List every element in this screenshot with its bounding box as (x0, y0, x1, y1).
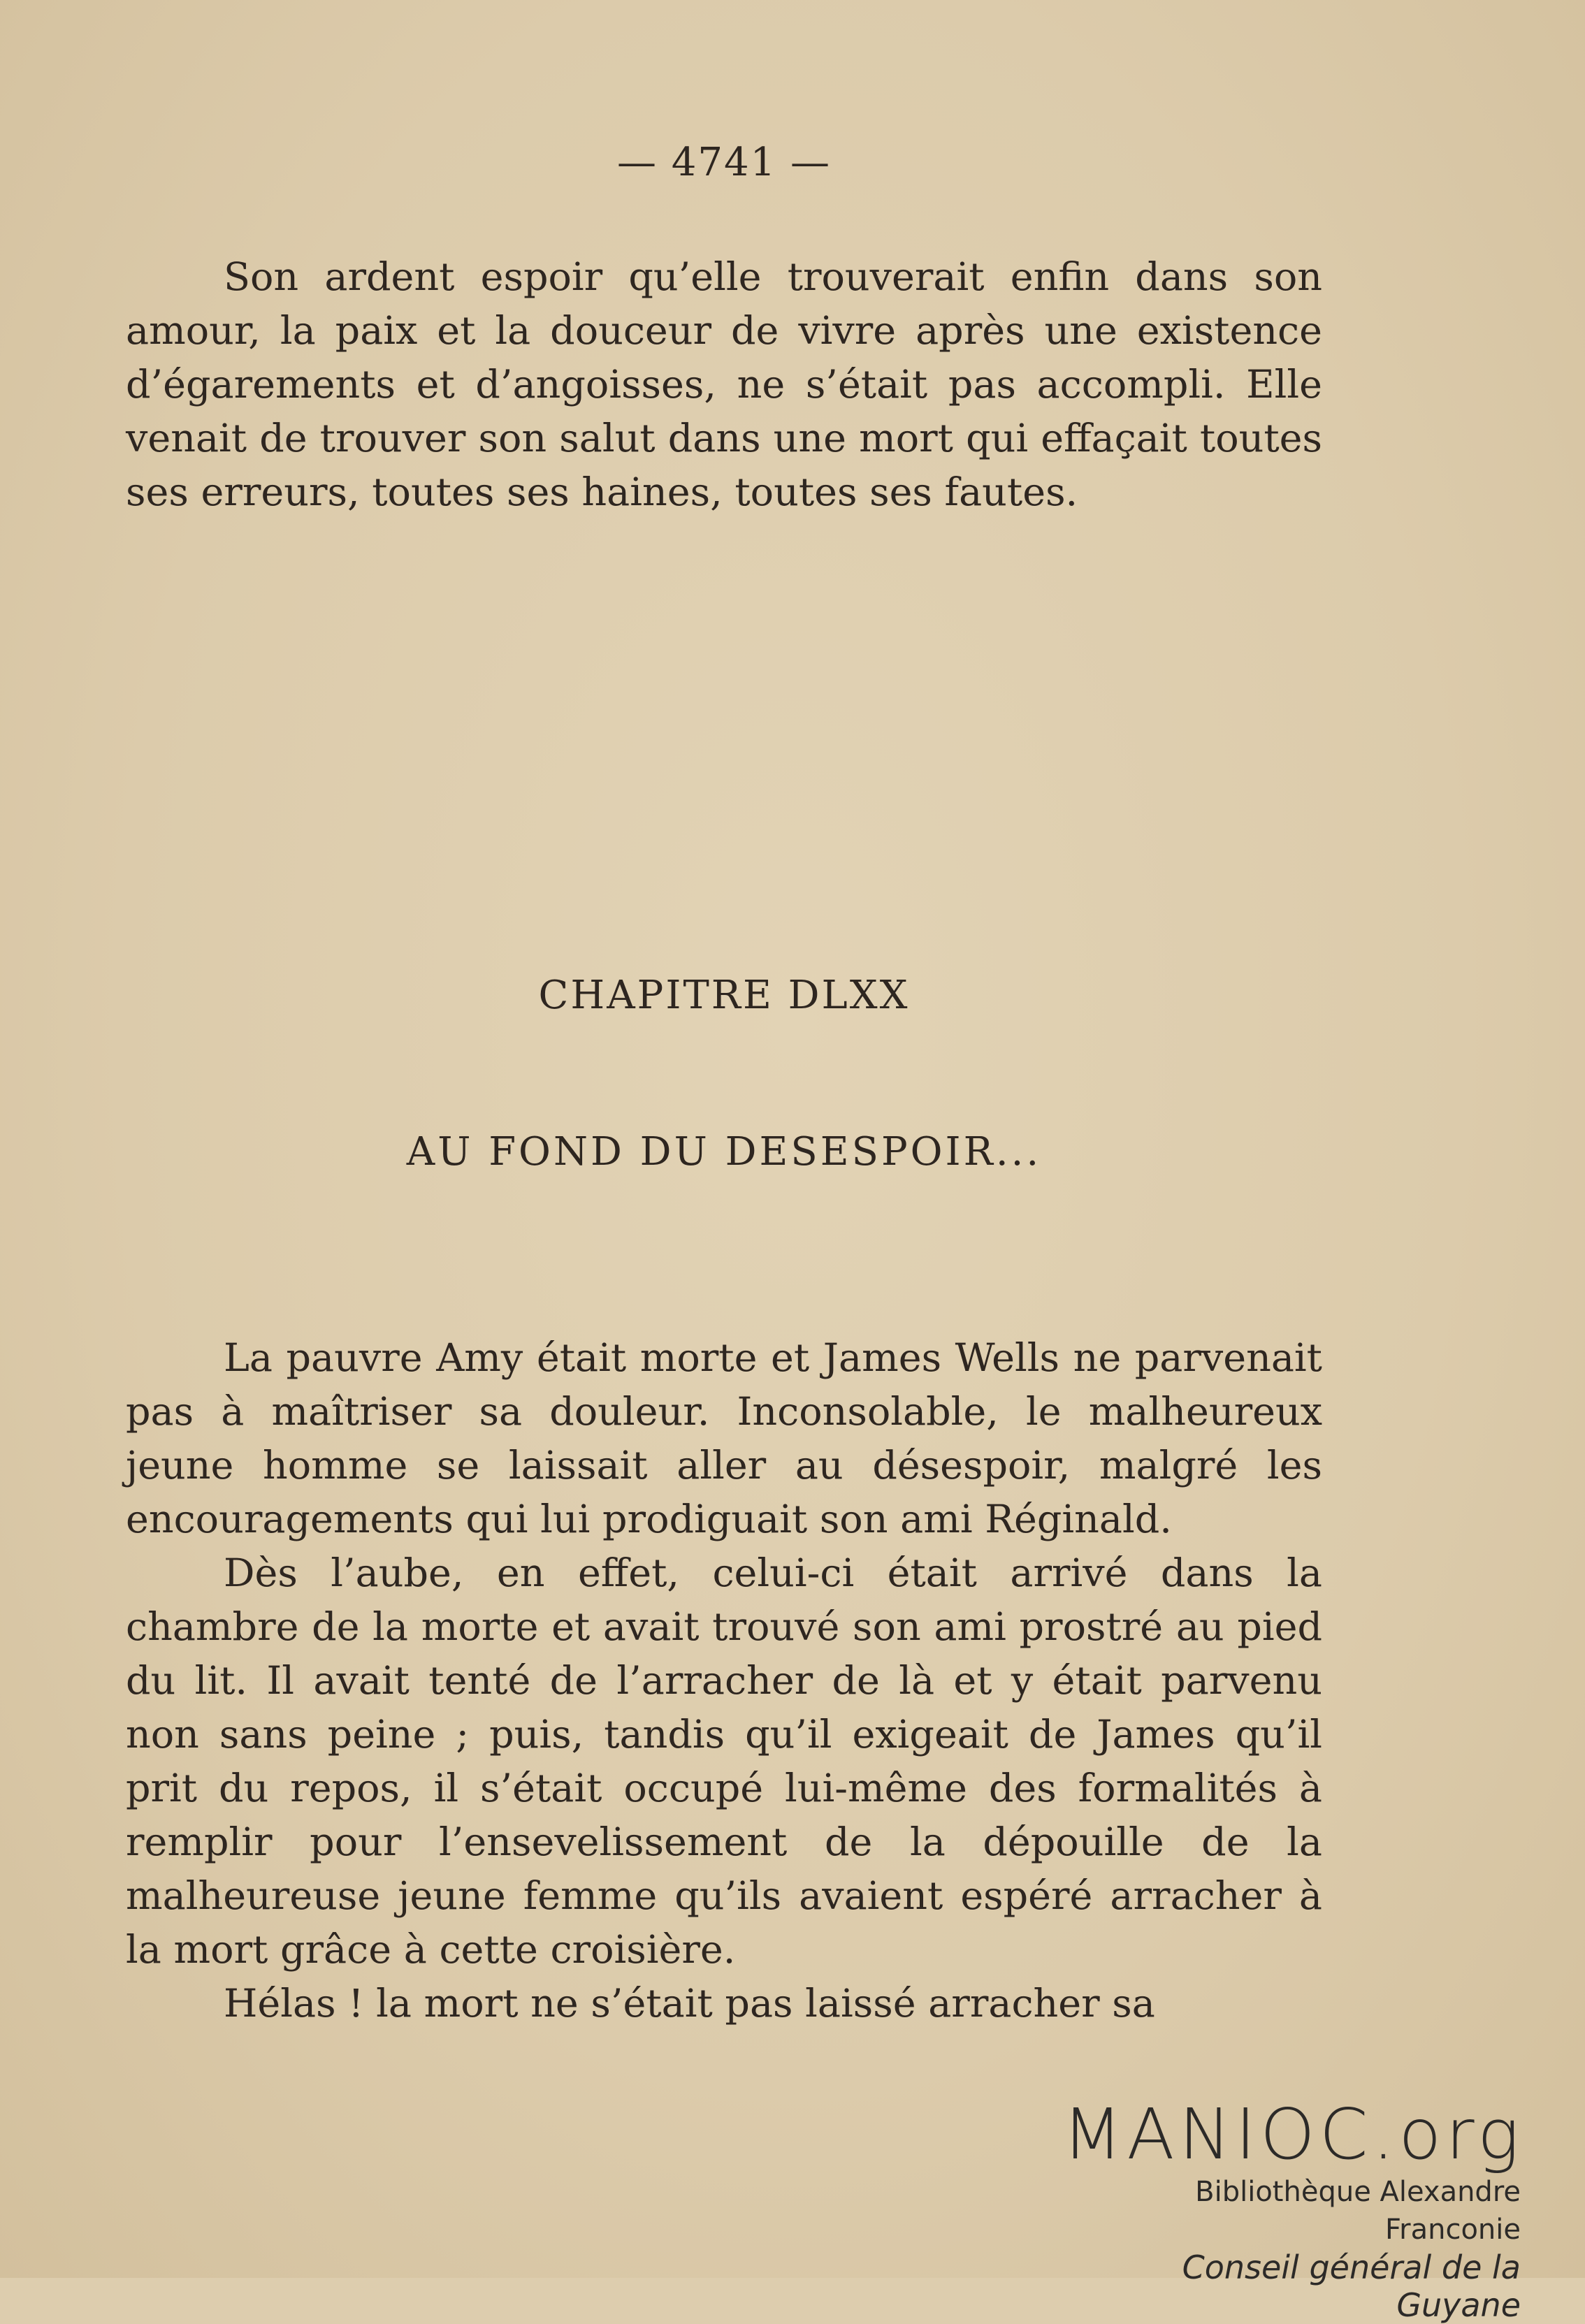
page-number: — 4741 — (616, 140, 832, 185)
library-name: Bibliothèque Alexandre Franconie (1195, 2176, 1521, 2246)
chapter-title: AU FOND DU DESESPOIR... (406, 1129, 1042, 1175)
council-name: Conseil général de la Guyane (1182, 2249, 1521, 2324)
opening-paragraph: Son ardent espoir qu’elle trouverait enfin dans son amour, la paix et la douceur de vivre après une existence d’égarements et d’angoisses, ne s’était pas accompli. Elle venait de trouver son salut dans une mort qui effaçait toutes ses erreurs, toutes ses haines, toutes ses fautes. (126, 254, 1322, 515)
chapter-text-block (126, 1331, 1322, 2031)
paragraph-3: Hélas ! la mort ne s’était pas laissé arracher sa (224, 1981, 1155, 2026)
chapter-number: CHAPITRE DLXX (538, 973, 910, 1018)
paragraph-1: La pauvre Amy était morte et James Wells ne parvenait pas à maîtriser sa douleur. Inconsolable, le malheureux jeune homme se laissait aller au désespoir, malgré les encouragements qui lui prodiguait son ami Réginald. (126, 1335, 1322, 1542)
manioc-logo: MANIOC.org (1062, 2093, 1524, 2175)
opening-text-block (126, 250, 1322, 519)
manioc-watermark (1062, 2093, 1551, 2324)
paragraph-2: Dès l’aube, en effet, celui-ci était arrivé dans la chambre de la morte et avait trouvé son ami prostré au pied du lit. Il avait tenté de l’arracher de là et y était parvenu non sans peine ; puis, tandis qu’il exigeait de James qu’il prit du repos, il s’était occupé lui-même des formalités à remplir pour l’ensevelissement de la dépouille de la malheureuse jeune femme qu’ils avaient espéré arracher à la mort grâce à cette croisière. (126, 1550, 1322, 1973)
